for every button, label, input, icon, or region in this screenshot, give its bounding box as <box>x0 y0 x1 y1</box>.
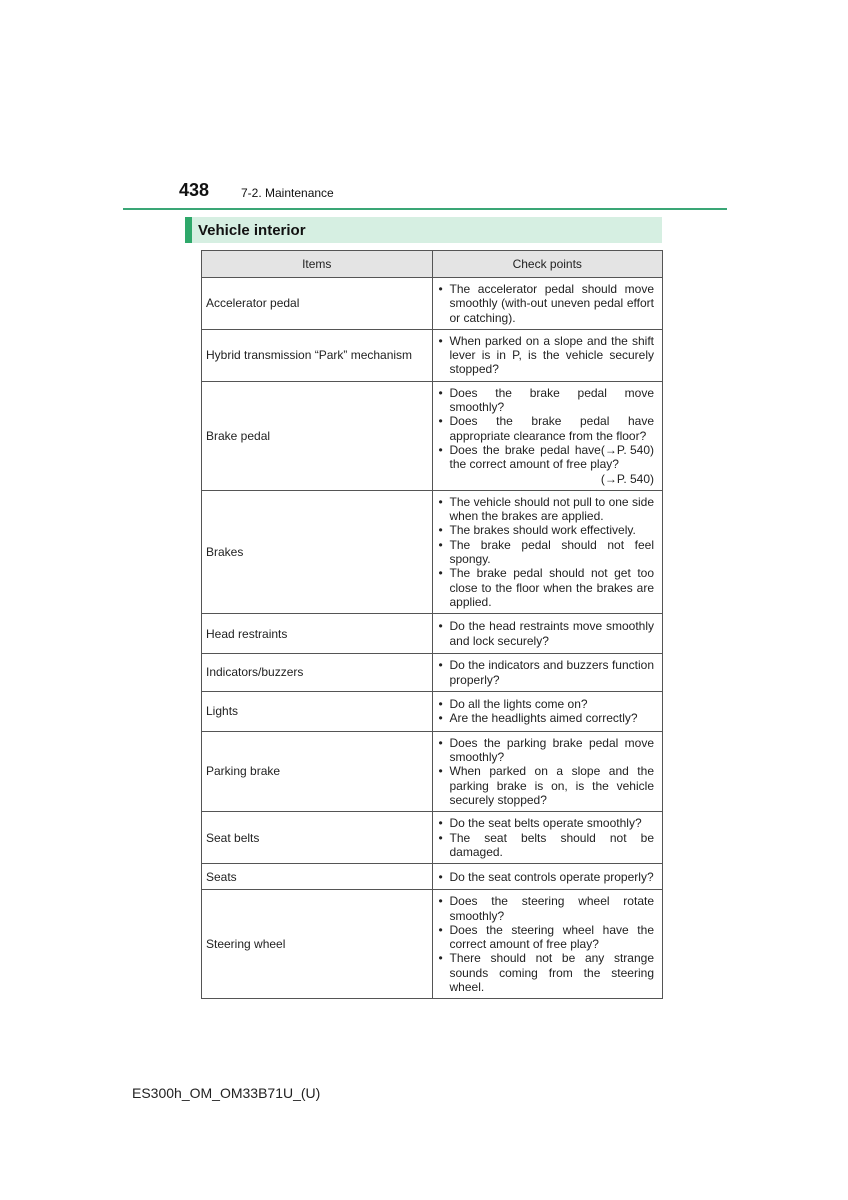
check-point-text: The brakes should work effectively. <box>449 523 636 538</box>
check-points-list <box>439 619 655 648</box>
check-point <box>439 282 655 325</box>
check-point <box>439 736 655 765</box>
check-points-list <box>439 870 655 884</box>
section-heading <box>185 217 662 243</box>
item-cell: Seat belts <box>202 812 433 864</box>
check-point-text: Does the steering wheel rotate smoothly? <box>449 894 654 923</box>
check-point <box>439 442 655 486</box>
table-row <box>202 278 663 330</box>
table-row <box>202 381 663 490</box>
check-point <box>439 566 655 609</box>
check-points-cell <box>432 490 663 613</box>
check-point-text: The accelerator pedal should move smoothly (with-out uneven pedal effort or catching). <box>449 282 654 325</box>
check-points-cell <box>432 731 663 811</box>
check-point-text: Do the seat controls operate properly? <box>449 869 654 884</box>
check-point <box>439 538 655 567</box>
check-point <box>439 764 655 807</box>
check-point <box>439 870 655 884</box>
check-point-text: When parked on a slope and the parking brake is on, is the vehicle securely stopped? <box>449 764 654 808</box>
item-cell: Steering wheel <box>202 890 433 999</box>
item-cell: Brakes <box>202 490 433 613</box>
check-points-cell <box>432 864 663 890</box>
check-point-text: The vehicle should not pull to one side when the brakes are applied. <box>449 494 654 524</box>
check-point-text: There should not be any strange sounds coming from the steering wheel. <box>449 951 654 994</box>
check-points-cell <box>432 614 663 654</box>
check-points-list <box>439 736 655 807</box>
check-points-cell <box>432 890 663 999</box>
check-point <box>439 334 655 377</box>
document-code: ES300h_OM_OM33B71U_(U) <box>132 1085 321 1101</box>
check-points-list <box>439 282 655 325</box>
table-row <box>202 614 663 654</box>
section-title: Vehicle interior <box>198 222 306 239</box>
table-row <box>202 691 663 731</box>
item-cell: Accelerator pedal <box>202 278 433 330</box>
check-point-text: Do the seat belts operate smoothly? <box>449 816 642 831</box>
check-points-cell <box>432 381 663 490</box>
item-cell: Brake pedal <box>202 381 433 490</box>
column-header-items: Items <box>202 251 433 278</box>
check-point-text: Do the head restraints move smoothly and lock securely? <box>449 619 654 648</box>
check-point-text: Are the headlights aimed correctly? <box>449 711 638 726</box>
check-point <box>439 951 655 994</box>
item-cell: Hybrid transmission “Park” mechanism <box>202 329 433 381</box>
check-point <box>439 495 655 524</box>
check-points-list <box>439 658 655 687</box>
check-points-list <box>439 334 655 377</box>
check-point-text: Does the parking brake pedal move smoothly? <box>449 735 654 765</box>
page-header <box>123 178 727 210</box>
inspection-table <box>201 250 663 999</box>
check-point <box>439 816 655 830</box>
page-reference: (→P. 540) <box>600 442 654 457</box>
table-row <box>202 812 663 864</box>
table-header-row <box>202 251 663 278</box>
check-point <box>439 658 655 687</box>
item-cell: Head restraints <box>202 614 433 654</box>
page-reference: (→P. 540) <box>600 471 654 486</box>
check-points-list <box>439 697 655 726</box>
check-point-text: Do the indicators and buzzers function properly? <box>449 658 654 687</box>
item-cell: Seats <box>202 864 433 890</box>
check-points-list <box>439 385 655 486</box>
check-point <box>439 923 655 952</box>
column-header-check-points: Check points <box>432 251 663 278</box>
check-points-list <box>439 816 655 859</box>
table-row <box>202 654 663 692</box>
check-points-cell <box>432 654 663 692</box>
check-point-text: Does the brake pedal move smoothly? <box>449 385 654 415</box>
check-point-text: Do all the lights come on? <box>449 697 588 712</box>
check-points-cell <box>432 812 663 864</box>
item-cell: Lights <box>202 691 433 731</box>
check-point-text: The brake pedal should not feel spongy. <box>449 537 654 567</box>
check-point-text: Does the steering wheel have the correct amount of free play? <box>449 922 654 952</box>
check-points-list <box>439 495 655 609</box>
check-point-text: Does the brake pedal have appropriate clearance from the floor? <box>449 414 654 443</box>
check-point <box>439 523 655 537</box>
table-row <box>202 490 663 613</box>
table-row <box>202 731 663 811</box>
table-body <box>202 278 663 999</box>
item-cell: Indicators/buzzers <box>202 654 433 692</box>
check-points-cell <box>432 278 663 330</box>
check-point-text: Does the brake pedal have the correct amount of free play? <box>449 442 619 472</box>
table-row <box>202 329 663 381</box>
check-point <box>439 711 655 725</box>
check-points-list <box>439 894 655 994</box>
check-point <box>439 831 655 860</box>
table-row <box>202 890 663 999</box>
check-point <box>439 386 655 415</box>
item-cell: Parking brake <box>202 731 433 811</box>
check-point-text: The brake pedal should not get too close to the floor when the brakes are applied. <box>449 566 654 609</box>
table-row <box>202 864 663 890</box>
check-point <box>439 697 655 711</box>
check-point <box>439 619 655 648</box>
chapter-title: 7-2. Maintenance <box>241 186 334 200</box>
check-point <box>439 894 655 923</box>
page-number: 438 <box>179 180 210 200</box>
check-points-cell <box>432 329 663 381</box>
check-point-text: When parked on a slope and the shift lever is in P, is the vehicle securely stopped? <box>449 333 654 377</box>
check-point-text: The seat belts should not be damaged. <box>449 830 654 859</box>
check-points-cell <box>432 691 663 731</box>
